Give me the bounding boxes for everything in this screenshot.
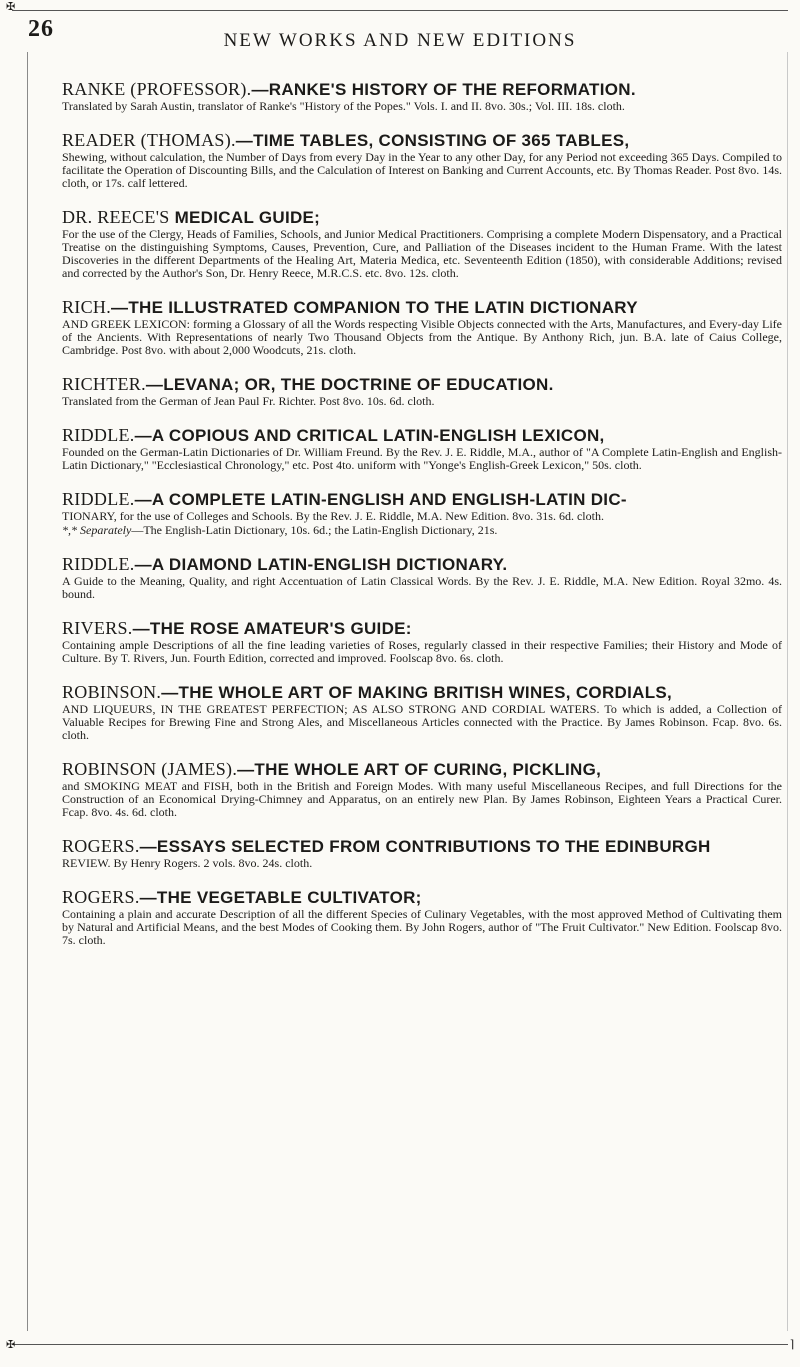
entry-description: AND LIQUEURS, IN THE GREATEST PERFECTION; AS ALSO STRONG AND CORDIAL WATERS. To which is added, a Collection of Valuable Recipes for Brewing Fine and Strong Ales, and Miscellaneous Articles connected with the Practice. By James Robinson. Fcap. 8vo. 6s. cloth.	[62, 702, 782, 742]
book-title: —THE ILLUSTRATED COMPANION TO THE LATIN DICTIONARY	[111, 298, 638, 317]
author-name: ROBINSON.	[62, 682, 162, 702]
separately-label: *,* Separately	[62, 523, 132, 537]
catalogue-entries	[62, 80, 782, 965]
author-name: ROBINSON (JAMES).	[62, 759, 238, 779]
book-title: —LEVANA; OR, THE DOCTRINE OF EDUCATION.	[145, 375, 554, 394]
catalogue-entry	[62, 426, 782, 472]
book-title: —RANKE'S HISTORY OF THE REFORMATION.	[251, 80, 636, 99]
catalogue-entry	[62, 131, 782, 190]
author-name: RIDDLE.	[62, 425, 135, 445]
entry-description: Shewing, without calculation, the Number of Days from every Day in the Year to any other Day, for any Period not exceeding 365 Days. Compiled to facilitate the Operation of Discounting Bills, and the Calculation of Interest on Banking and Current Accounts, etc. By Thomas Reader. Post 8vo. 14s. cloth, or 17s. calf lettered.	[62, 150, 782, 190]
entry-heading	[62, 426, 782, 445]
entry-heading	[62, 298, 782, 317]
entry-description: AND GREEK LEXICON: forming a Glossary of all the Words respecting Visible Objects connected with the Arts, Manufactures, and Every-day Life of the Ancients. With Representations of nearly Two Thousand Objects from the Antique. By Anthony Rich, jun. B.A. late of Caius College, Cambridge. Post 8vo. with about 2,000 Woodcuts, 21s. cloth.	[62, 317, 782, 357]
entry-separate-editions	[62, 524, 782, 537]
entry-description: Containing ample Descriptions of all the fine leading varieties of Roses, regularly classed in their respective Families; their History and Mode of Culture. By T. Rivers, Jun. Fourth Edition, corrected and improved. Foolscap 8vo. 6s. cloth.	[62, 638, 782, 665]
entry-heading	[62, 837, 782, 856]
entry-description: Translated from the German of Jean Paul Fr. Richter. Post 8vo. 10s. 6d. cloth.	[62, 394, 435, 408]
book-title: —THE VEGETABLE CULTIVATOR;	[139, 888, 422, 907]
author-name: ROGERS.	[62, 836, 140, 856]
corner-ornament-bottom-right: ⌉	[789, 1339, 794, 1351]
page-number: 26	[28, 16, 54, 42]
book-title: —A DIAMOND LATIN-ENGLISH DICTIONARY.	[134, 555, 508, 574]
catalogue-entry	[62, 375, 782, 408]
entry-heading	[62, 490, 782, 509]
entry-heading	[62, 619, 782, 638]
book-title: —ESSAYS SELECTED FROM CONTRIBUTIONS TO THE EDINBURGH	[139, 837, 711, 856]
catalogue-entry	[62, 208, 782, 280]
book-title: —TIME TABLES, CONSISTING OF 365 TABLES,	[235, 131, 630, 150]
entry-heading	[62, 80, 782, 99]
catalogue-entry	[62, 760, 782, 819]
entry-heading	[62, 375, 782, 394]
entry-heading	[62, 760, 782, 779]
bottom-border-rule	[12, 1344, 788, 1345]
corner-ornament-bottom-left: ✠	[6, 1339, 16, 1351]
catalogue-entry	[62, 683, 782, 742]
book-title: —A COPIOUS AND CRITICAL LATIN-ENGLISH LEXICON,	[134, 426, 605, 445]
catalogue-entry	[62, 80, 782, 113]
entry-description: TIONARY, for the use of Colleges and Schools. By the Rev. J. E. Riddle, M.A. New Edition. 8vo. 31s. 6d. cloth.	[62, 509, 604, 523]
catalogue-entry	[62, 490, 782, 537]
entry-heading	[62, 683, 782, 702]
book-title: —THE WHOLE ART OF MAKING BRITISH WINES, CORDIALS,	[161, 683, 673, 702]
entry-description: and SMOKING MEAT and FISH, both in the British and Foreign Modes. With many useful Miscellaneous Recipes, and full Directions for the Construction of an Economical Drying-Chimney and Apparatus, on an entirely new Plan. By James Robinson, Eighteen Years a Practical Curer. Fcap. 8vo. 4s. 6d. cloth.	[62, 779, 782, 819]
entry-description: REVIEW. By Henry Rogers. 2 vols. 8vo. 24s. cloth.	[62, 856, 313, 870]
entry-description: For the use of the Clergy, Heads of Families, Schools, and Junior Medical Practitioners. Comprising a complete Modern Dispensatory, and a Practical Treatise on the distinguishing Symptoms, Causes, Prevention, Cure, and Palliation of the Diseases incident to the Human Frame. With the latest Discoveries in the different Departments of the Healing Art, Materia Medica, etc. Seventeenth Edition (1850), with considerable Additions; revised and corrected by the Author's Son, Dr. Henry Reece, M.R.C.S. etc. 8vo. 12s. cloth.	[62, 227, 782, 280]
catalogue-entry	[62, 619, 782, 665]
entry-description: A Guide to the Meaning, Quality, and right Accentuation of Latin Classical Words. By the Rev. J. E. Riddle, M.A. New Edition. Royal 32mo. 4s. bound.	[62, 574, 782, 601]
book-title: —THE WHOLE ART OF CURING, PICKLING,	[237, 760, 602, 779]
author-name: RICHTER.	[62, 374, 146, 394]
catalogue-entry	[62, 837, 782, 870]
author-name: ROGERS.	[62, 887, 140, 907]
entry-heading	[62, 555, 782, 574]
author-name: RIDDLE.	[62, 489, 135, 509]
author-name: READER (THOMAS).	[62, 130, 236, 150]
author-name: DR. REECE'S	[62, 207, 170, 227]
book-title: —A COMPLETE LATIN-ENGLISH AND ENGLISH-LATIN DIC-	[134, 490, 627, 509]
entry-description: Translated by Sarah Austin, translator of Ranke's "History of the Popes." Vols. I. and II. 8vo. 30s.; Vol. III. 18s. cloth.	[62, 99, 625, 113]
author-name: RICH.	[62, 297, 112, 317]
catalogue-entry	[62, 555, 782, 601]
entry-description: Founded on the German-Latin Dictionaries of Dr. William Freund. By the Rev. J. E. Riddle, M.A., author of "A Complete Latin-English and English-Latin Dictionary," "Ecclesiastical Chronology," etc. Post 4to. uniform with "Yonge's English-Greek Lexicon," 50s. cloth.	[62, 445, 782, 472]
separately-text: —The English-Latin Dictionary, 10s. 6d.; the Latin-English Dictionary, 21s.	[131, 523, 498, 537]
right-margin-rule	[787, 52, 788, 1331]
left-margin-rule	[27, 52, 28, 1331]
entry-description: Containing a plain and accurate Description of all the different Species of Culinary Vegetables, with the most approved Method of Cultivating them by Natural and Artificial Means, and the best Modes of Cooking them. By John Rogers, author of "The Fruit Cultivator." New Edition. Foolscap 8vo. 7s. cloth.	[62, 907, 782, 947]
book-title: —THE ROSE AMATEUR'S GUIDE:	[132, 619, 412, 638]
running-head: NEW WORKS AND NEW EDITIONS	[223, 30, 577, 51]
book-title: MEDICAL GUIDE;	[169, 208, 321, 227]
author-name: RIDDLE.	[62, 554, 135, 574]
author-name: RANKE (PROFESSOR).	[62, 79, 252, 99]
top-border-rule	[12, 10, 788, 11]
entry-heading	[62, 208, 782, 227]
entry-heading	[62, 131, 782, 150]
catalogue-entry	[62, 888, 782, 947]
corner-ornament-top-left: ✠	[6, 1, 16, 13]
catalogue-entry	[62, 298, 782, 357]
entry-heading	[62, 888, 782, 907]
author-name: RIVERS.	[62, 618, 133, 638]
